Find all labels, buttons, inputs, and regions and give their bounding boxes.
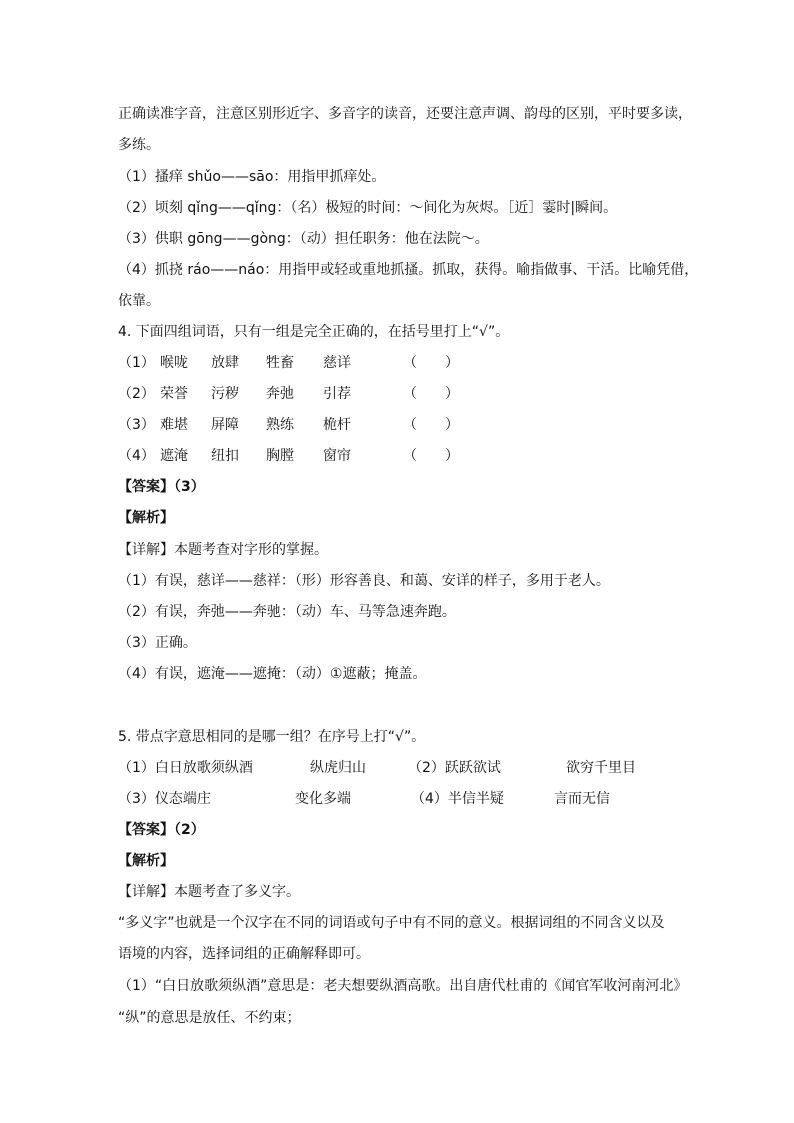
q4-word: 遮淹 [160,448,188,464]
q4-explain-2: （2）有误，奔弛——奔驰：（动）车、马等急速奔跑。 [118,604,456,620]
q4-word: 奔弛 [266,386,294,402]
q5-option-2-compare: 欲穷千里目 [566,760,636,776]
question-4: 4. 下面四组词语，只有一组是完全正确的，在括号里打上“√”。 [118,324,510,340]
q4-explain-1: （1）有误，慈详——慈祥：（形）形容善良、和蔼、安详的样子，多用于老人。 [118,573,610,589]
q4-word: 喉咙 [160,355,188,371]
q5-para-4: “纵”的意思是放任、不约束； [118,1010,301,1026]
q3-item-1: （1）搔痒 shǔo——sāo：用指甲抓痒处。 [118,169,386,185]
question-5: 5. 带点字意思相同的是哪一组？在序号上打“√”。 [118,729,426,745]
answer-parentheses: （ ） [403,417,459,433]
q5-detail: 【详解】本题考查了多义字。 [118,884,300,900]
q5-para-3: （1）“白日放歌须纵酒”意思是：老夫想要纵酒高歌。出自唐代杜甫的《闻官军收河南河北》 [118,978,688,994]
intro-line-1: 正确读准字音，注意区别形近字、多音字的读音，还要注意声调、韵母的区别，平时要多读， [118,106,692,122]
q4-word: 慈详 [323,355,351,371]
q4-row-num: （1） [118,355,155,371]
q4-row-num: （2） [118,386,155,402]
q4-row-num: （4） [118,448,155,464]
q4-word: 纽扣 [211,448,239,464]
q4-detail: 【详解】本题考查对字形的掌握。 [118,542,328,558]
q5-option-4: （4）半信半疑 [411,791,504,807]
q5-option-1: （1）白日放歌须纵酒 [118,760,253,776]
q3-item-4: （4）抓挠 ráo——náo：用指甲或轻或重地抓搔。抓取，获得。喻指做事、干活。比喻凭借， [118,262,699,278]
q4-row-num: （3） [118,417,155,433]
q4-word: 引荐 [323,386,351,402]
q5-answer: 【答案】（2） [118,822,205,838]
answer-parentheses: （ ） [403,386,459,402]
q4-word: 牲畜 [266,355,294,371]
q4-word: 荣誉 [160,386,188,402]
q4-word: 放肆 [211,355,239,371]
q5-analysis-heading: 【解析】 [118,853,174,869]
q3-item-3: （3）供职 gōng——gòng：（动）担任职务：他在法院～。 [118,231,489,247]
q5-option-2: （2）跃跃欲试 [408,760,501,776]
q4-explain-3: （3）正确。 [118,635,197,651]
q4-word: 窗帘 [323,448,351,464]
q4-analysis-heading: 【解析】 [118,510,174,526]
q5-option-4-compare: 言而无信 [554,791,610,807]
q4-answer: 【答案】（3） [118,479,205,495]
q4-word: 屏障 [211,417,239,433]
answer-parentheses: （ ） [403,448,459,464]
q3-item-2: （2）顷刻 qǐng——qǐng：（名）极短的时间：～间化为灰烬。［近］霎时|瞬间。 [118,200,618,216]
q4-word: 污秽 [211,386,239,402]
q4-word: 胸膛 [266,448,294,464]
q3-item-4-continued: 依靠。 [118,293,160,309]
q5-option-3: （3）仪态端庄 [118,791,211,807]
intro-line-2: 多练。 [118,137,160,153]
q5-para-1: “多义字”也就是一个汉字在不同的词语或句子中有不同的意义。根据词组的不同含义以及 [118,915,665,931]
q4-word: 熟练 [266,417,294,433]
answer-parentheses: （ ） [403,355,459,371]
q5-option-1-compare: 纵虎归山 [310,760,366,776]
q5-option-3-compare: 变化多端 [295,791,351,807]
q4-word: 难堪 [160,417,188,433]
q4-explain-4: （4）有误，遮淹——遮掩：（动）①遮蔽；掩盖。 [118,666,427,682]
q4-word: 桅杆 [323,417,351,433]
q5-para-2: 语境的内容，选择词组的正确解释即可。 [118,946,370,962]
